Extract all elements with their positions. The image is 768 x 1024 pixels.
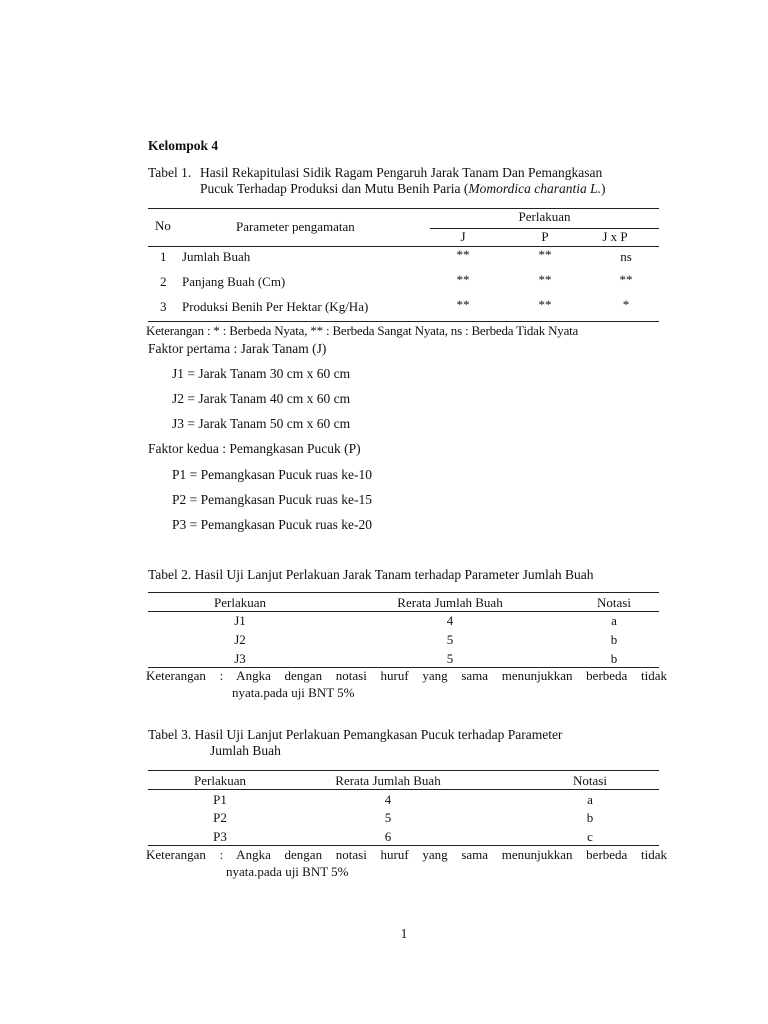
- table1-header-param: Parameter pengamatan: [236, 219, 355, 234]
- row-perlakuan: P3: [213, 829, 227, 844]
- table1-header-no: No: [155, 218, 171, 233]
- table3-note-line2: nyata.pada uji BNT 5%: [226, 864, 349, 879]
- row-p: **: [538, 272, 552, 287]
- row-no: 3: [160, 299, 167, 314]
- row-notasi: b: [610, 651, 618, 666]
- table3-header-rule: [148, 789, 659, 790]
- factor-first-title: Faktor pertama : Jarak Tanam (J): [148, 341, 327, 356]
- factor-second-title: Faktor kedua : Pemangkasan Pucuk (P): [148, 441, 361, 456]
- factor-second-item: P1 = Pemangkasan Pucuk ruas ke-10: [172, 467, 372, 482]
- table1-header-p: P: [541, 229, 549, 244]
- table1-bottom-rule: [148, 321, 659, 322]
- row-rerata: 4: [384, 792, 392, 807]
- row-notasi: a: [611, 613, 617, 628]
- row-notasi: b: [586, 810, 594, 825]
- table3-header-perlakuan: Perlakuan: [194, 773, 246, 788]
- table1-header-jxp: J x P: [602, 229, 628, 244]
- row-rerata: 4: [446, 613, 454, 628]
- factor-first-item: J1 = Jarak Tanam 30 cm x 60 cm: [172, 366, 351, 381]
- row-param: Panjang Buah (Cm): [182, 274, 286, 289]
- table2-caption: Tabel 2. Hasil Uji Lanjut Perlakuan Jarak Tanam terhadap Parameter Jumlah Buah: [148, 567, 594, 582]
- row-perlakuan: J3: [234, 651, 246, 666]
- table1-header-j: J: [460, 229, 466, 244]
- table3-note-line1: Keterangan : Angka dengan notasi huruf yang sama menunjukkan berbeda tidak: [146, 847, 667, 862]
- row-jxp: **: [619, 272, 633, 287]
- row-no: 2: [160, 274, 167, 289]
- table2-note-line2: nyata.pada uji BNT 5%: [232, 685, 355, 700]
- row-param: Produksi Benih Per Hektar (Kg/Ha): [182, 299, 369, 314]
- row-jxp: *: [622, 297, 630, 312]
- table2-header-rule: [148, 611, 659, 612]
- table2-top-rule: [148, 592, 659, 593]
- species-name: Momordica charantia L.: [468, 181, 602, 196]
- table3-header-rerata: Rerata Jumlah Buah: [335, 773, 441, 788]
- row-j: **: [456, 247, 470, 262]
- row-notasi: b: [610, 632, 618, 647]
- table1-caption-line1: Hasil Rekapitulasi Sidik Ragam Pengaruh Jarak Tanam Dan Pemangkasan: [200, 165, 603, 180]
- row-perlakuan: J2: [234, 632, 246, 647]
- row-rerata: 6: [384, 829, 392, 844]
- table2-header-notasi: Notasi: [597, 595, 631, 610]
- row-notasi: a: [587, 792, 593, 807]
- row-perlakuan: P2: [213, 810, 227, 825]
- row-p: **: [538, 297, 552, 312]
- table3-bottom-rule: [148, 845, 659, 846]
- row-no: 1: [160, 249, 167, 264]
- row-perlakuan: P1: [213, 792, 227, 807]
- row-notasi: c: [587, 829, 593, 844]
- row-j: **: [456, 297, 470, 312]
- table3-caption-line2: Jumlah Buah: [210, 743, 281, 758]
- row-jxp: ns: [620, 249, 632, 264]
- row-j: **: [456, 272, 470, 287]
- row-rerata: 5: [446, 632, 454, 647]
- table1-caption-line2: Pucuk Terhadap Produksi dan Mutu Benih Paria (Momordica charantia L.): [200, 181, 606, 196]
- page-number: 1: [400, 926, 408, 941]
- factor-first-item: J3 = Jarak Tanam 50 cm x 60 cm: [172, 416, 351, 431]
- table3-top-rule: [148, 770, 659, 771]
- row-rerata: 5: [384, 810, 392, 825]
- factor-second-item: P2 = Pemangkasan Pucuk ruas ke-15: [172, 492, 372, 507]
- row-rerata: 5: [446, 651, 454, 666]
- section-heading: Kelompok 4: [148, 138, 219, 153]
- table2-header-perlakuan: Perlakuan: [214, 595, 266, 610]
- table1-header-perlakuan: Perlakuan: [518, 209, 571, 224]
- table1-note: Keterangan : * : Berbeda Nyata, ** : Berbeda Sangat Nyata, ns : Berbeda Tidak Nyata: [146, 323, 579, 338]
- factor-first-item: J2 = Jarak Tanam 40 cm x 60 cm: [172, 391, 351, 406]
- table2-note-line1: Keterangan : Angka dengan notasi huruf yang sama menunjukkan berbeda tidak: [146, 668, 667, 683]
- table2-header-rerata: Rerata Jumlah Buah: [397, 595, 503, 610]
- row-p: **: [538, 247, 552, 262]
- table1-header-rule: [148, 246, 659, 247]
- factor-second-item: P3 = Pemangkasan Pucuk ruas ke-20: [172, 517, 372, 532]
- row-param: Jumlah Buah: [182, 249, 251, 264]
- table3-caption-line1: Tabel 3. Hasil Uji Lanjut Perlakuan Pemangkasan Pucuk terhadap Parameter: [148, 727, 563, 742]
- row-perlakuan: J1: [234, 613, 246, 628]
- table3-header-notasi: Notasi: [573, 773, 607, 788]
- table1-caption-prefix: Tabel 1.: [148, 165, 192, 180]
